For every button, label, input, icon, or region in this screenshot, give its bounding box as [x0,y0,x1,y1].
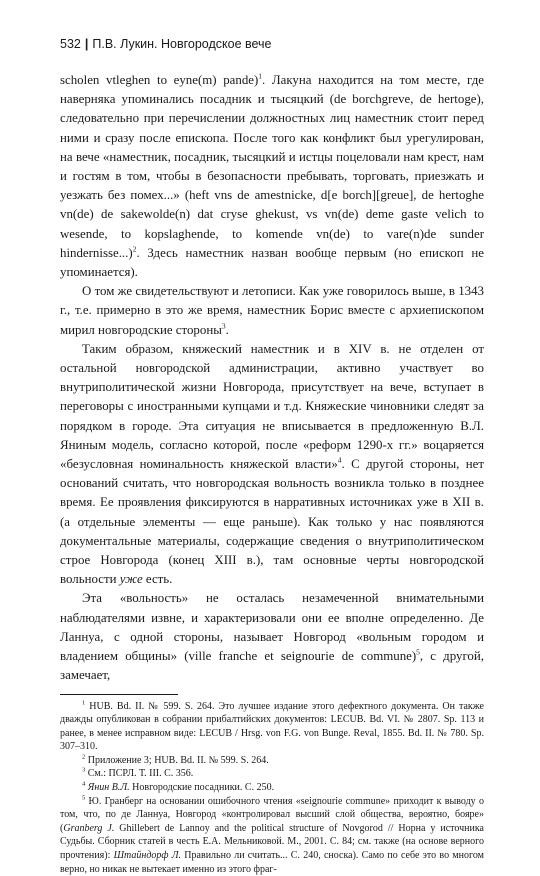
footnote-ref: 2 [133,245,137,254]
text-run: scholen vtleghen to eyne(m) pande) [60,73,258,87]
footnote [60,767,484,781]
footnote-text: Новгородские посадники. С. 250. [130,782,274,793]
footnote [60,781,484,795]
emphasis: уже [120,572,143,586]
footnote-number: 4 [82,781,85,788]
text-run: . [226,323,229,337]
header-separator: | [85,37,89,51]
footnote-text: Правильно ли считать... С. 240, сноска). Само по себе это во многом верно, но никак не вытекает именно из этого фраг- [60,850,484,875]
paragraph [60,340,484,590]
footnote-number: 2 [82,754,85,761]
text-run: Эта «вольность» не осталась незамеченной внимательными наблюдателями извне, и характеризовали они ее вполне определенно. Де Ланнуа, с одной стороны, называет Новгород «вольным городом и владением общины» (ville franche et seignourie de commune) [60,591,484,663]
footnotes [60,700,484,876]
running-title: П.В. Лукин. Новгородское вече [92,37,271,51]
paragraph [60,282,484,340]
text-run: Таким образом, княжеский наместник и в XIV в. не отделен от остальной новгородской администрации, активно участвует во внутриполитической жизни Новгорода, присутствует на вече, вступает в переговоры с иностранными купцами и т.д. Княжеские чиновники следят за порядком в городе. Эта ситуация не вписывается в предложенную В.Л. Яниным модель, согласно которой, после «реформ 1290-х гг.» воцаряется «безусловная номинальность княжеской власти» [60,342,484,471]
footnote-ref: 5 [416,648,420,657]
footnote-ref: 1 [258,72,262,81]
body-text [60,71,484,686]
text-run: . Лакуна находится на том месте, где наверняка упоминались посадник и тысяцкий (de borchgreve, de hertoge), следовательно при перечислении должностных лиц наместник стоит перед ними и сразу после епископа. После того как конфликт был урегулирован, на вече «наместник, посадник, тысяцкий и истцы поцеловали нам крест, нам и гостям в том, чтобы в безопасности пребывать, торговать, приезжать и уезжать без помех...» (heft vns de amestnicke, d[e borch][greue], de hertoghe vn(de) de sakewolde(n) dat cryse ghekust, vs vn(de) deme gaste velich to wesende, to kopslaghende, to komende vn(de) to vare(n)de sunder hindernisse...) [60,73,484,260]
footnote-text: Ю. Гранберг на основании ошибочного чтения «seignourie commune» приходит к выводу о том, что, по де Ланнуа, Новгород «контролировал высший слой общества, вероятно, бояре» ( [60,796,484,834]
paragraph [60,589,484,685]
page-number: 532 [60,37,81,51]
paragraph [60,71,484,282]
footnote-number: 5 [82,794,85,801]
footnote-ref: 3 [222,321,226,330]
footnote-ref: 4 [338,456,342,465]
footnote-number: 3 [82,767,85,774]
footnote [60,700,484,754]
footnote [60,754,484,768]
footnote-author: Янин В.Л. [88,782,130,793]
footnote-number: 1 [82,699,85,706]
footnote [60,795,484,876]
footnote-author: Granberg J. [63,823,114,834]
footnote-text: HUB. Bd. II. № 599. S. 264. Это лучшее издание этого дефектного документа. Он также дважды опубликован в собрании прибалтийских документов: LECUB. Bd. VI. № 2807. Sp. 113 и ранее, в менее исправном виде: LECUB / Hrsg. von F.G. von Bunge. Reval, 1855. Bd. II. № 780. Sp. 307–310. [60,701,484,753]
footnote-text: Ghillebert de Lannoy and the political structure of Novgorod // Норна у источника Судьбы. Сборник статей в честь Е.А. Мельниковой. М., 2001. С. 84; см. также (на основе верного прочтения): [60,823,484,861]
page [60,36,484,876]
footnote-text: Приложение 3; HUB. Bd. II. № 599. S. 264. [85,755,269,766]
footnote-text: См.: ПСРЛ. Т. III. С. 356. [85,768,193,779]
running-head [60,36,484,52]
footnote-author: Штайндорф Л. [114,850,181,861]
text-run: О том же свидетельствуют и летописи. Как уже говорилось выше, в 1343 г., т.е. примерно в это же время, наместник Борис вместе с архиепископом мирил новгородские стороны [60,284,484,336]
text-run: . Здесь наместник назван вообще первым (но епископ не упоминается). [60,246,484,279]
text-run: есть. [143,572,173,586]
text-run: . С другой стороны, нет оснований считать, что новгородская вольность возникла только в позднее время. Ее проявления фиксируются в нарративных источниках уже в XII в. (а отдельные элементы — еще раньше). Как только у нас появляются документальные материалы, содержащие сведения о внутриполитическом строе Новгорода (конец XIII в.), там основные черты новгородской вольности [60,457,484,586]
footnote-divider [60,694,178,695]
text-run: , с другой, замечает, [60,649,484,682]
